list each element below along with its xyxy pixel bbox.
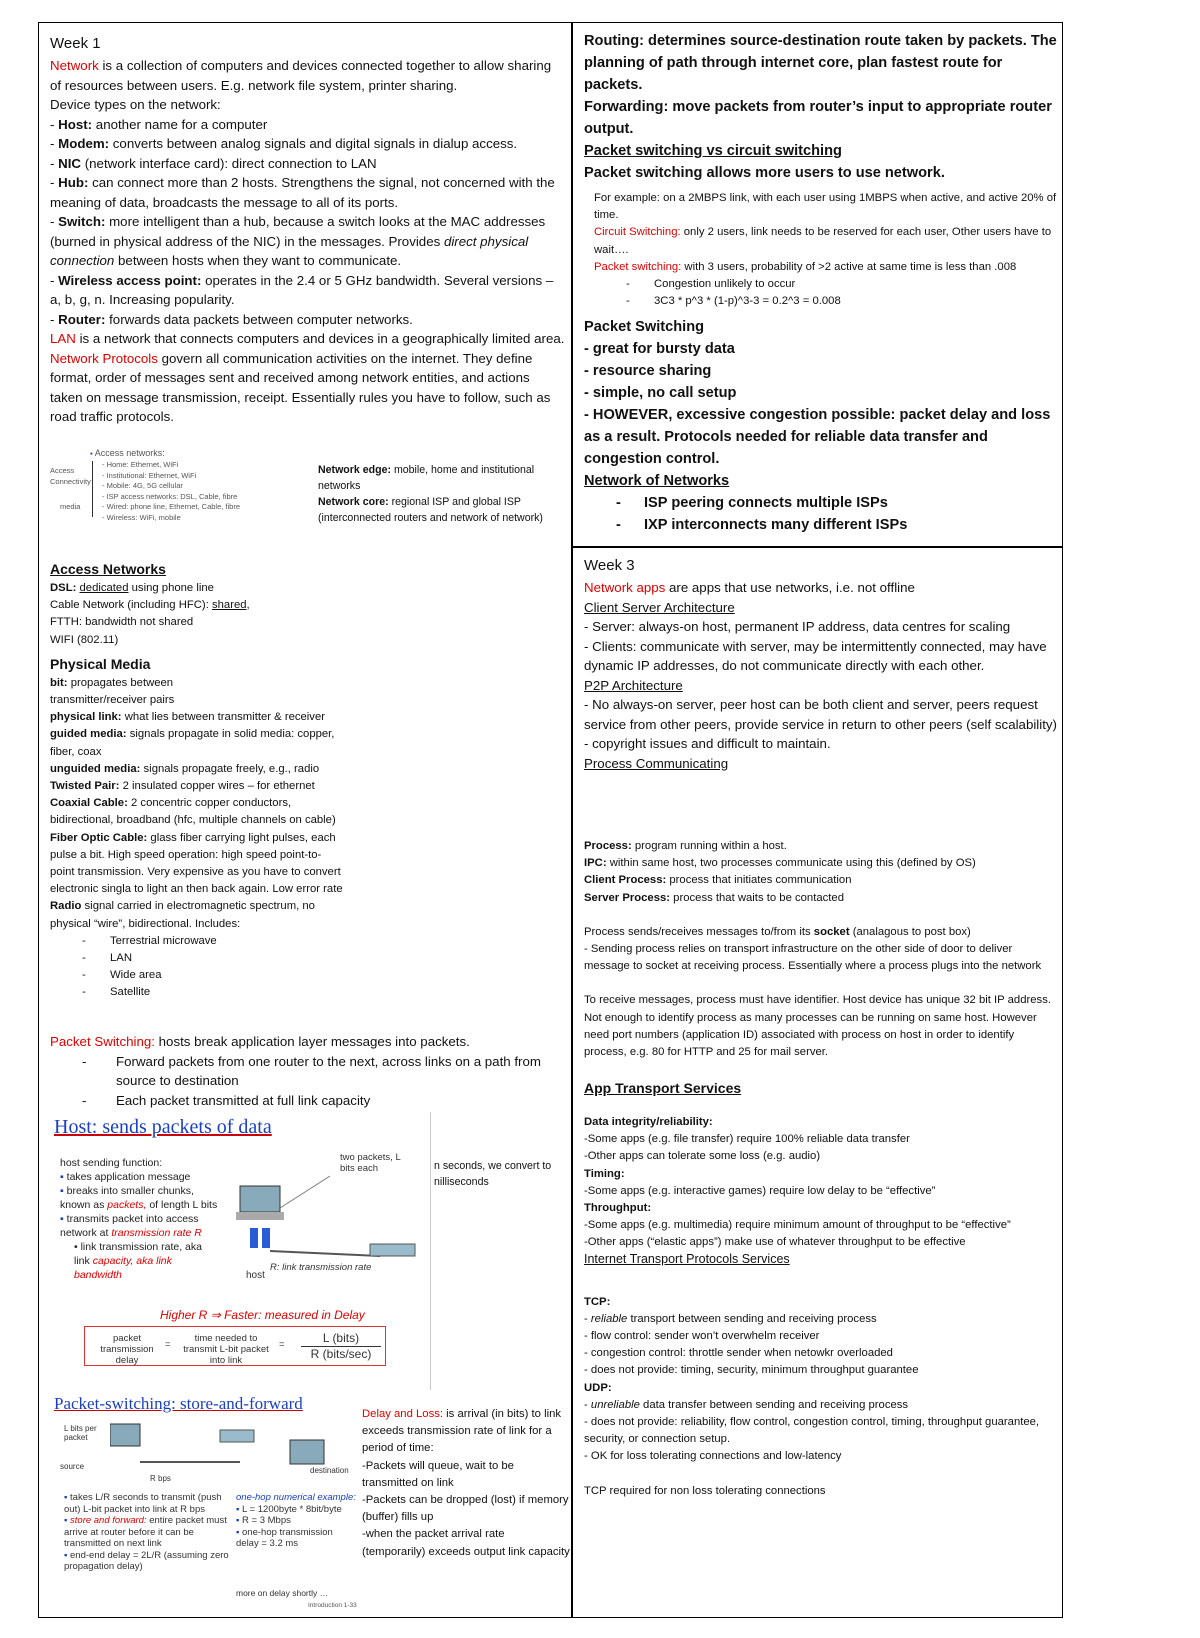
host-slide-title: Host: sends packets of data (54, 1116, 272, 1138)
list-item: - copyright issues and difficult to maintain. (584, 736, 831, 751)
access-physical-section (50, 558, 565, 1002)
list-item: - IXP interconnects many different ISPs (584, 514, 1058, 536)
protocols-definition: Network Protocols govern all communication activities on the internet. They define format, order of messages sent and received among network entities, and actions taken on message transmission, receipt. Essentially rules you have to follow, such as road traffic protocols. (50, 350, 551, 424)
ps-allows-text: Packet switching allows more users to use network. (584, 165, 945, 181)
list-item: -Packets can be dropped (lost) if memory (buffer) fills up (362, 1494, 569, 1524)
ats-line: -Some apps (e.g. multimedia) require minimum amount of throughput to be “effective” (584, 1219, 1011, 1232)
phys-line: Radio signal carried in electromagnetic spectrum, no (50, 900, 315, 913)
device-switch: - Switch: more intelligent than a hub, because a switch looks at the MAC addresses (burned in physical address of the NIC) in the messages. Provides direct physical connection between hosts when they want to communicate. (50, 214, 546, 268)
client-server-title: Client Server Architecture (584, 599, 735, 615)
ats-line: -Some apps (e.g. interactive games) require low delay to be “effective” (584, 1184, 936, 1197)
store-forward-slide-title: Packet-switching: store-and-forward (54, 1394, 303, 1413)
packet-icon (262, 1228, 270, 1248)
proc-line: IPC: within same host, two processes communicate using this (defined by OS) (584, 857, 976, 870)
proc-line: Server Process: process that waits to be contacted (584, 891, 844, 904)
phys-line: electronic singla to light an then back again. Low error rate (50, 883, 343, 896)
forwarding-definition: Forwarding: move packets from router’s input to appropriate router output. (584, 99, 1052, 137)
ats-line: -Other apps can tolerate some loss (e.g. audio) (584, 1150, 821, 1163)
tcp-required-text: TCP required for non loss tolerating connections (584, 1484, 826, 1497)
computer-icon (290, 1440, 324, 1464)
list-item: - Terrestrial microwave (50, 933, 565, 950)
list-item: - 3C3 * p^3 * (1-p)^3-3 = 0.2^3 = 0.008 (594, 293, 1058, 310)
device-wap: - Wireless access point: operates in the 2.4 or 5 GHz bandwidth. Several versions – a, b, g, n. Increasing popularity. (50, 272, 554, 307)
phys-line: physical link: what lies between transmitter & receiver (50, 711, 326, 724)
phys-line: Coaxial Cable: 2 concentric copper conductors, (50, 797, 292, 810)
access-ftth: FTTH: bandwidth not shared (50, 616, 194, 629)
phys-line: point transmission. Very expensive as you have to convert (50, 866, 341, 879)
udp-line: - unreliable data transfer between sending and receiving process (584, 1398, 909, 1411)
phys-line: physical “wire”, bidirectional. Includes: (50, 917, 241, 930)
tcp-title: TCP: (584, 1295, 611, 1308)
access-networks-title: Access Networks (50, 561, 166, 577)
list-item: - Forward packets from one router to the next, across links on a path from source to destination (50, 1052, 565, 1091)
phys-line: bit: propagates between (50, 676, 174, 689)
socket-text-2: - Sending process relies on transport infrastructure on the other side of door to deliver message to socket at receiving process. Essentially where a process plugs into the network (584, 943, 1042, 973)
packet-switching-definition: Packet Switching: hosts break application layer messages into packets. (50, 1034, 470, 1049)
example-block: For example: on a 2MBPS link, with each user using 1MBPS when active, and active 20% of time. Circuit Switching: only 2 users, link needs to be reserved for each user, Other users have to wait…. Packet switching: with 3 users, probability of >2 active at same time is less than .008 - Congestion unlikely to occur - 3C3 * p^3 * (1-p)^3-3 = 0.2^3 = 0.008 (584, 190, 1058, 310)
phys-line: fiber, coax (50, 745, 102, 758)
list-item: - resource sharing (584, 363, 712, 380)
computer-icon (110, 1424, 140, 1446)
tcp-line: - flow control: sender won’t overwhelm receiver (584, 1330, 820, 1343)
ats-line: -Other apps (“elastic apps”) make use of whatever throughput to be effective (584, 1236, 966, 1249)
process-communicating-title: Process Communicating (584, 755, 729, 771)
phys-line: bidirectional, broadband (hfc, multiple channels on cable) (50, 814, 336, 827)
phys-line: pulse a bit. High speed operation: high speed point-to- (50, 848, 322, 861)
tcp-line: - does not provide: timing, security, minimum throughput guarantee (584, 1364, 919, 1377)
list-item: - Congestion unlikely to occur (594, 276, 1058, 293)
ats-line: -Some apps (e.g. file transfer) require 100% reliable data transfer (584, 1133, 910, 1146)
packet-icon (250, 1228, 258, 1248)
computer-icon (240, 1186, 280, 1212)
socket-text: Process sends/receives messages to/from its socket (analagous to post box) (584, 925, 971, 938)
internet-transport-title: Internet Transport Protocols Services (584, 1251, 790, 1266)
list-item: -Packets will queue, wait to be transmitted on link (362, 1459, 514, 1489)
list-item: -when the packet arrival rate (temporarily) exceeds output link capacity (362, 1528, 570, 1558)
list-item: - Clients: communicate with server, may be intermittently connected, may have dynamic IP addresses, do not communicate directly with each other. (584, 638, 1047, 673)
phys-line: Twisted Pair: 2 insulated copper wires – for ethernet (50, 780, 315, 793)
list-item: - Satellite (50, 984, 565, 1001)
proc-line: Client Process: process that initiates communication (584, 874, 852, 887)
device-modem: - Modem: converts between analog signals and digital signals in dialup access. (50, 136, 518, 151)
list-item: - great for bursty data (584, 341, 735, 358)
device-hub: - Hub: can connect more than 2 hosts. Strengthens the signal, not concerned with the meaning of data, broadcasts the message to all of its ports. (50, 175, 555, 210)
side-note: n seconds, we convert to nilliseconds (434, 1160, 552, 1188)
tcp-line: - reliable transport between sending and receiving process (584, 1312, 877, 1325)
udp-title: UDP: (584, 1381, 612, 1394)
packet-switching-list (50, 1052, 565, 1111)
physical-media-title: Physical Media (50, 655, 151, 672)
udp-line: - OK for loss tolerating connections and low-latency (584, 1450, 842, 1463)
process-block (584, 838, 1058, 1061)
proc-line: Process: program running within a host. (584, 840, 787, 852)
identifier-text: To receive messages, process must have identifier. Host device has unique 32 bit IP address. Not enough to identify process as many processes can be running on same host. However need port numbers (application ID) associated with process on host in order to identify process, e.g. 80 for HTTP and 25 for mail server. (584, 994, 1051, 1059)
device-host: - Host: another name for a computer (50, 116, 268, 132)
list-item: - LAN (50, 950, 565, 967)
p2p-title: P2P Architecture (584, 677, 683, 693)
delay-loss-definition: Delay and Loss: is arrival (in bits) to link exceeds transmission rate of link for a period of time: (362, 1408, 562, 1455)
packet-switching-title: Packet Switching (584, 319, 705, 336)
access-dsl: DSL: dedicated using phone line (50, 582, 214, 594)
phys-line: transmitter/receiver pairs (50, 694, 175, 707)
device-router: - Router: forwards data packets between computer networks. (50, 311, 413, 327)
store-forward-diagram (110, 1420, 350, 1480)
app-transport-block (584, 1080, 1058, 1500)
app-transport-title: App Transport Services (584, 1080, 742, 1096)
access-wifi: WIFI (802.11) (50, 633, 119, 646)
store-forward-slide-image: Packet-switching: store-and-forward L bits per packet source R bps destination ▪ takes L/R seconds to transmit (push out) L-bit packet into link at R bps ▪ store and forward: entire packet must arrive at router before it can be transmitted on next link ▪ end-end delay = 2L/R (assuming zero propagation delay) one-hop numerical example: ▪ L = 1200byte * 8bit/byte ▪ R = 3 Mbps ▪ one-hop transmission delay = 3.2 ms more on delay shortly … Introduction 1-33 (50, 1392, 358, 1614)
udp-line: - does not provide: reliability, flow control, congestion control, timing, throughput guarantee, security, or connection setup. (584, 1416, 1040, 1446)
week1-section (50, 32, 565, 427)
access-cable: Cable Network (including HFC): shared, (50, 599, 250, 612)
list-item: - ISP peering connects multiple ISPs (584, 492, 1058, 514)
routing-section (584, 30, 1058, 536)
access-networks-image: ▪ Access networks: Access Connectivity media - Home: Ethernet, WiFi - Institutional: Ethernet, WiFi - Mobile: 4G, 5G cellular - ISP access networks: DSL, Cable, fibre - Wired: phone line, Ethernet, Cable, fibre - Wireless: WiFi, mobile (50, 448, 241, 522)
week3-title: Week 3 (584, 557, 635, 574)
radio-types-list (50, 933, 565, 1002)
network-of-networks-list (584, 492, 1058, 536)
phys-line: Fiber Optic Cable: glass fiber carrying light pulses, each (50, 831, 336, 844)
routing-definition: Routing: determines source-destination route taken by packets. The planning of path through internet core, plan fastest route for packets. (584, 33, 1057, 93)
list-item: - Each packet transmitted at full link capacity (50, 1091, 565, 1111)
list-item: - No always-on server, peer host can be both client and server, peers request service from other peers, provide service in return to other peers (self scalability) (584, 697, 1057, 732)
router-icon (220, 1430, 254, 1442)
edge-core-notes: Network edge: mobile, home and institutional networks Network core: regional ISP and global ISP (interconnected routers and network of network) (318, 464, 543, 524)
ps-vs-cs-title: Packet switching vs circuit switching (584, 143, 842, 159)
delay-formula: packet transmission delay = time needed to transmit L-bit packet into link = L (bits) R (bits/sec) (84, 1326, 386, 1366)
device-nic: - NIC (network interface card): direct connection to LAN (50, 155, 377, 171)
ats-line: Data integrity/reliability: (584, 1116, 713, 1128)
tcp-line: - congestion control: throttle sender when netowkr overloaded (584, 1347, 893, 1360)
list-item: - simple, no call setup (584, 385, 737, 402)
packet-switching-section (50, 1032, 565, 1110)
lan-definition: LAN is a network that connects computers and devices in a geographically limited area. (50, 331, 565, 346)
network-of-networks-title: Network of Networks (584, 473, 730, 490)
week3-section (584, 554, 1058, 773)
ats-line: Throughput: (584, 1202, 652, 1215)
device-types-heading: Device types on the network: (50, 97, 221, 112)
delay-loss-section (362, 1406, 570, 1561)
network-definition: Network is a collection of computers and devices connected together to allow sharing of resources between users. E.g. network file system, printer sharing. (50, 58, 552, 93)
list-item: - Server: always-on host, permanent IP address, data centres for scaling (584, 619, 1011, 634)
host-slide-image: Host: sends packets of data host sending function: ▪ takes application message ▪ breaks into smaller chunks, known as packets, of length L bits ▪ transmits packet into access network at transmission rate R • link transmission rate, aka link capacity, aka link bandwidth two packets, L bits each R: link transmission rate host Higher R ⇒ Faster: measured in Delay packet transmission delay = time needed to transmit L-bit packet into link = L (bits) R (bits/sec) (50, 1112, 431, 1390)
ats-line: Timing: (584, 1167, 625, 1180)
network-apps-definition: Network apps are apps that use networks, i.e. not offline (584, 580, 915, 595)
list-item: - HOWEVER, excessive congestion possible: packet delay and loss as a result. Protocols needed for reliable data transfer and congestion control. (584, 407, 1051, 468)
phys-line: unguided media: signals propagate freely, e.g., radio (50, 762, 320, 775)
week1-title: Week 1 (50, 35, 101, 52)
router-icon (370, 1244, 415, 1256)
list-item: - Wide area (50, 967, 565, 984)
phys-line: guided media: signals propagate in solid media: copper, (50, 728, 335, 741)
